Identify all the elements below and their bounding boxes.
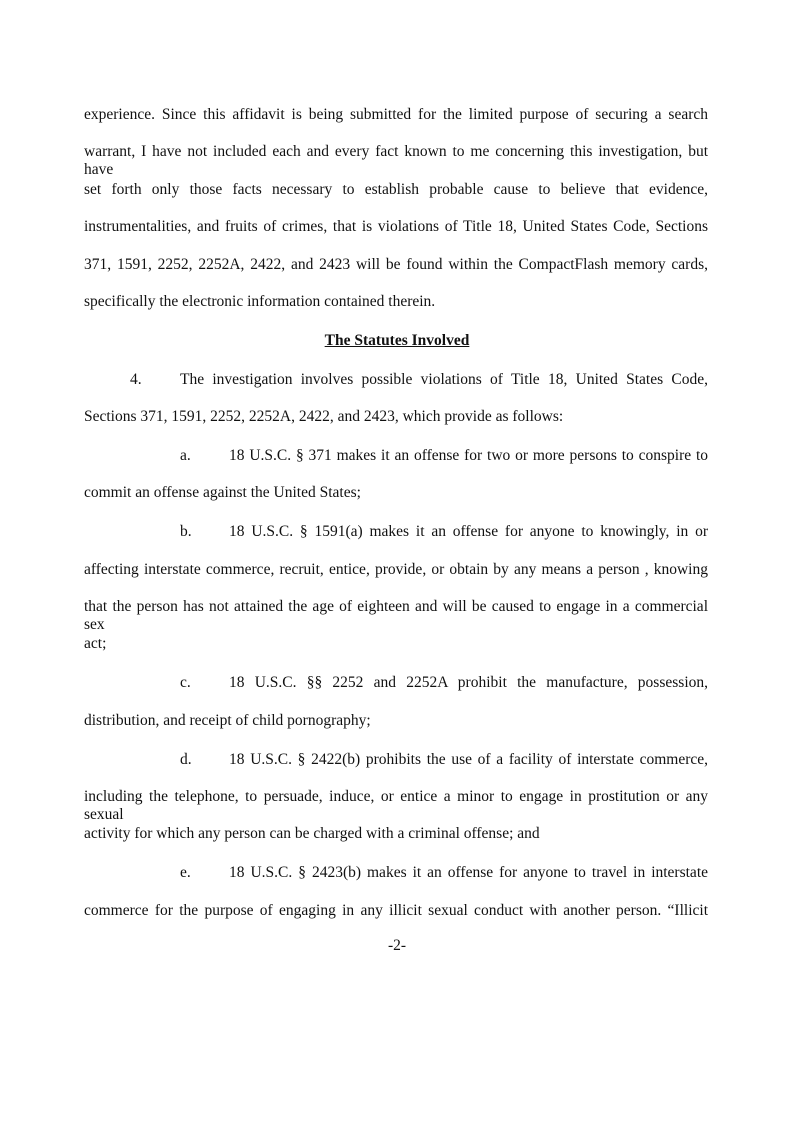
item-line: 18 U.S.C. §§ 2252 and 2252A prohibit the manufacture, possession, (229, 674, 708, 692)
item-line: activity for which any person can be charged with a criminal offense; and (84, 825, 540, 843)
item-line: commit an offense against the United States; (84, 484, 361, 502)
intro-line: set forth only those facts necessary to establish probable cause to believe that evidence, (84, 180, 708, 198)
item-line: 18 U.S.C. § 1591(a) makes it an offense for anyone to knowingly, in or (229, 523, 708, 541)
item-label: b. (180, 523, 192, 541)
item-label: d. (180, 750, 192, 768)
item-label: 4. (130, 371, 142, 388)
item-line: 18 U.S.C. § 2423(b) makes it an offense for anyone to travel in interstate (229, 864, 708, 882)
intro-line: instrumentalities, and fruits of crimes, that is violations of Title 18, United States Code, Sections (84, 218, 708, 236)
item-line: 18 U.S.C. § 371 makes it an offense for two or more persons to conspire to (229, 446, 708, 464)
intro-line: specifically the electronic information contained therein. (84, 293, 436, 310)
item-label: e. (180, 864, 191, 882)
item-line: act; (84, 635, 107, 653)
item-line: including the telephone, to persuade, induce, or entice a minor to engage in prostitution or any sexual (84, 787, 708, 823)
intro-line: warrant, I have not included each and every fact known to me concerning this investigation, but have (84, 143, 708, 179)
item-line: 18 U.S.C. § 2422(b) prohibits the use of a facility of interstate commerce, (229, 750, 708, 768)
item-label: a. (180, 446, 191, 464)
paragraph-line: The investigation involves possible violations of Title 18, United States Code, (180, 371, 708, 388)
item-line: that the person has not attained the age of eighteen and will be caused to engage in a commercial sex (84, 597, 708, 633)
paragraph-line: Sections 371, 1591, 2252, 2252A, 2422, and 2423, which provide as follows: (84, 408, 564, 426)
item-line: distribution, and receipt of child pornography; (84, 711, 371, 729)
item-line: affecting interstate commerce, recruit, entice, provide, or obtain by any means a person , knowing (84, 560, 708, 578)
item-line: commerce for the purpose of engaging in any illicit sexual conduct with another person. “Illicit (84, 901, 708, 919)
intro-line: experience. Since this affidavit is being submitted for the limited purpose of securing a search (84, 106, 708, 123)
item-label: c. (180, 674, 191, 692)
page-number: -2- (387, 937, 407, 954)
section-heading: The Statutes Involved (324, 332, 470, 349)
intro-line: 371, 1591, 2252, 2252A, 2422, and 2423 will be found within the CompactFlash memory cards, (84, 255, 708, 273)
